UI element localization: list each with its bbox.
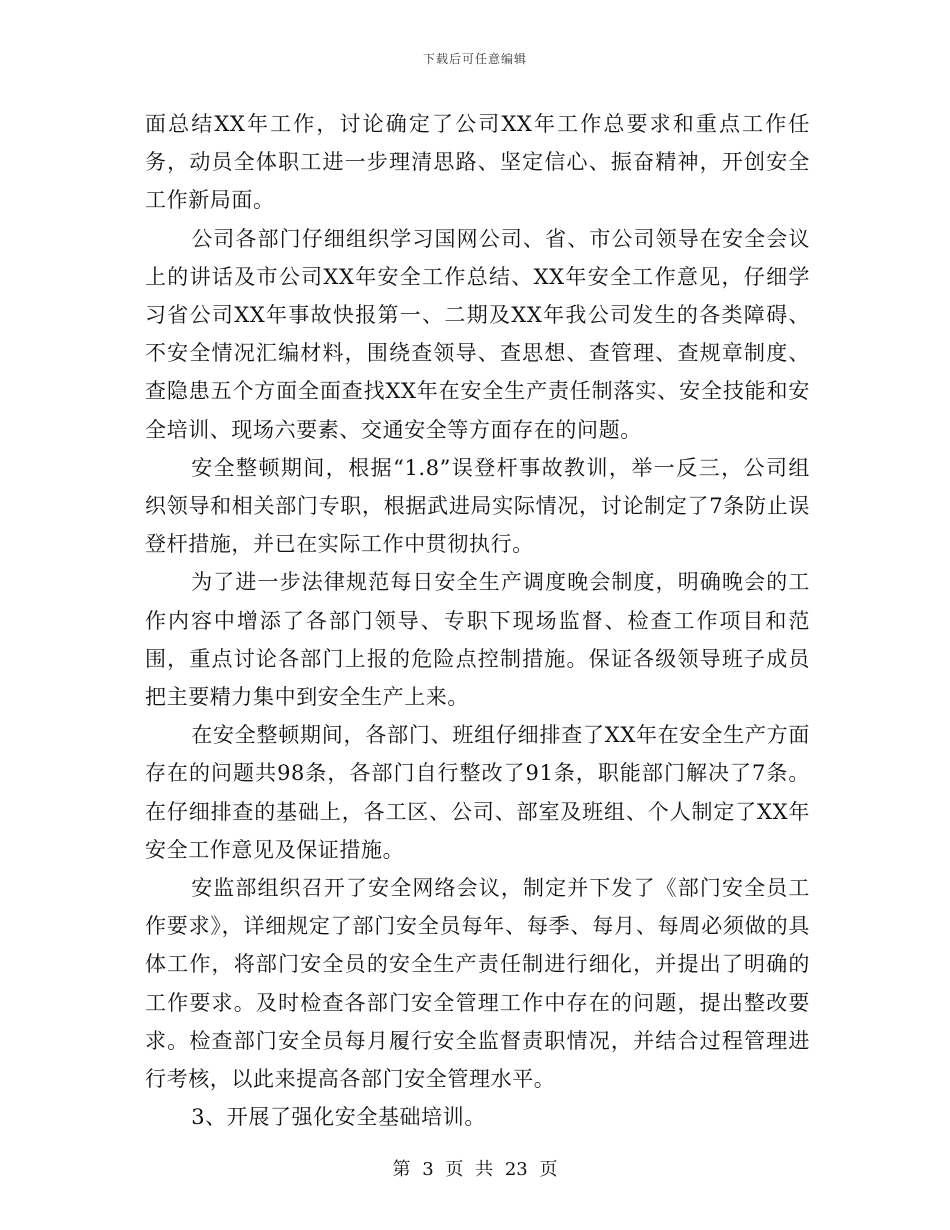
paragraph-4: 为了进一步法律规范每日安全生产调度晚会制度，明确晚会的工作内容中增添了各部门领导、专职下现场监督、检查工作项目和范围，重点讨论各部门上报的危险点控制措施。保证各级领导班子成员把主要精力集中到安全生产上来。 — [145, 570, 810, 710]
paragraph-7: 3、开展了强化安全基础培训。 — [191, 1105, 486, 1130]
paragraph-3: 安全整顿期间，根据“1.8”误登杆事故教训，举一反三，公司组织领导和相关部门专职，根据武进局实际情况，讨论制定了7条防止误登杆措施，并已在实际工作中贯彻执行。 — [145, 455, 810, 557]
paragraph-6: 安监部组织召开了安全网络会议，制定并下发了《部门安全员工作要求》，详细规定了部门安全员每年、每季、每月、每周必须做的具体工作，将部门安全员的安全生产责任制进行细化，并提出了明确的工作要求。及时检查各部门安全管理工作中存在的问题，提出整改要求。检查部门安全员每月履行安全监督责职情况，并结合过程管理进行考核，以此来提高各部门安全管理水平。 — [145, 876, 810, 1092]
document-body — [145, 105, 810, 1136]
paragraph-1: 面总结XX年工作，讨论确定了公司XX年工作总要求和重点工作任务，动员全体职工进一步理清思路、坚定信心、振奋精神，开创安全工作新局面。 — [145, 112, 810, 213]
page-number: 第 3 页 共 23 页 — [392, 1159, 558, 1180]
paragraph-2: 公司各部门仔细组织学习国网公司、省、市公司领导在安全会议上的讲话及市公司XX年安全工作总结、XX年安全工作意见，仔细学习省公司XX年事故快报第一、二期及XX年我公司发生的各类障碍、不安全情况汇编材料，围绕查领导、查思想、查管理、查规章制度、查隐患五个方面全面查找XX年在安全生产责任制落实、安全技能和安全培训、现场六要素、交通安全等方面存在的问题。 — [145, 226, 810, 442]
paragraph-5: 在安全整顿期间，各部门、班组仔细排查了XX年在安全生产方面存在的问题共98条，各部门自行整改了91条，职能部门解决了7条。在仔细排查的基础上，各工区、公司、部室及班组、个人制定了XX年安全工作意见及保证措施。 — [145, 723, 810, 862]
page-header: 下载后可任意编辑 — [422, 52, 527, 66]
